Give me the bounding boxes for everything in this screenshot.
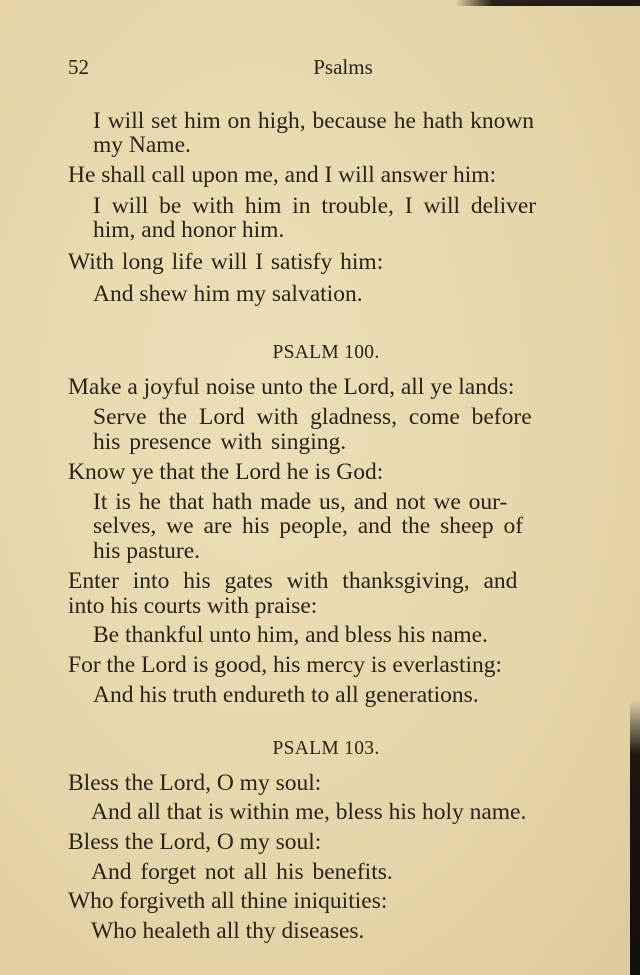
verse-line: And shew him my salvation.	[93, 281, 363, 307]
verse-line: Make a joyful noise unto the Lord, all ye lands:	[68, 374, 515, 400]
verse-line: Bless the Lord, O my soul:	[68, 770, 322, 796]
verse-line: Be thankful unto him, and bless his name.	[93, 622, 488, 648]
verse-line: him, and honor him.	[93, 217, 285, 243]
verse-line: my Name.	[93, 132, 191, 158]
verse-line: selves, we are his people, and the sheep of	[93, 513, 524, 539]
running-title: Psalms	[313, 55, 373, 79]
verse-line: his presence with singing.	[93, 429, 347, 455]
verse-line: I will be with him in trouble, I will deliver	[93, 193, 537, 219]
verse-line: And forget not all his benefits.	[91, 859, 393, 885]
verse-line: his pasture.	[93, 538, 201, 564]
verse-line: Serve the Lord with gladness, come before	[93, 404, 532, 430]
verse-line: Enter into his gates with thanksgiving, and	[68, 568, 518, 594]
verse-line: Who forgiveth all thine iniquities:	[68, 888, 388, 914]
psalm-heading: PSALM 103.	[272, 738, 380, 759]
verse-line: And all that is within me, bless his holy name.	[91, 799, 527, 825]
page-number: 52	[68, 55, 89, 79]
verse-line: With long life will I satisfy him:	[68, 249, 384, 275]
verse-line: Know ye that the Lord he is God:	[68, 459, 384, 485]
verse-line: I will set him on high, because he hath known	[93, 108, 535, 134]
verse-line: into his courts with praise:	[68, 593, 318, 619]
running-head	[68, 55, 598, 83]
verse-line: For the Lord is good, his mercy is everlasting:	[68, 652, 503, 678]
verse-line: He shall call upon me, and I will answer him:	[68, 162, 497, 188]
psalm-heading: PSALM 100.	[272, 342, 380, 363]
verse-line: It is he that hath made us, and not we our-	[93, 489, 508, 515]
verse-line: And his truth endureth to all generations.	[93, 682, 479, 708]
verse-line: Bless the Lord, O my soul:	[68, 829, 322, 855]
page-edge-shadow-top	[455, 0, 640, 6]
verse-line: Who healeth all thy diseases.	[91, 918, 365, 944]
